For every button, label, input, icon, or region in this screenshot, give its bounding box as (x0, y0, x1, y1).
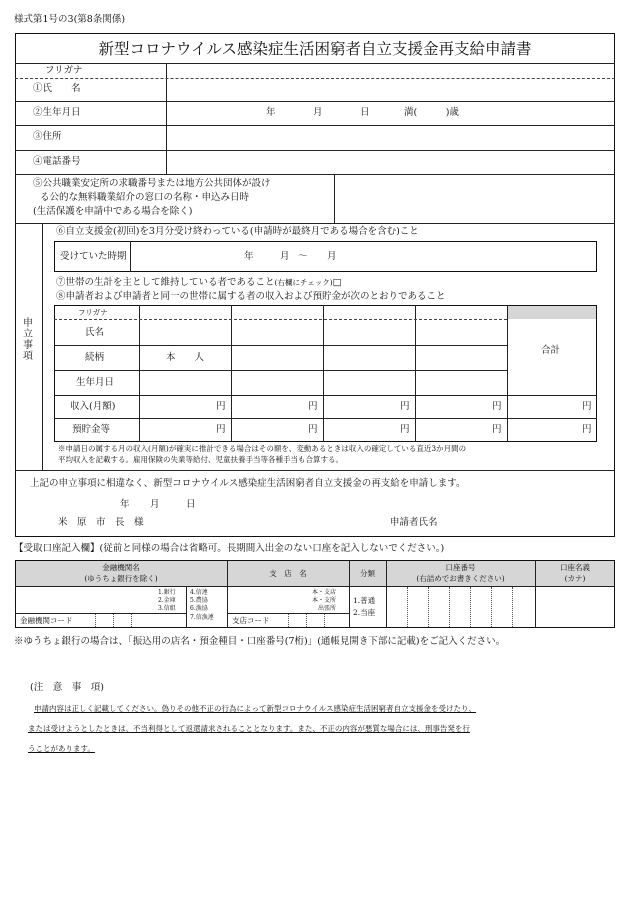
household-note-l1: ※申請日の属する月の収入(月額)が確実に推計できる場合はその額を、変動あるときは収入の確定している直近3か月間の (58, 444, 467, 453)
decl-year-unit: 年 (120, 499, 130, 510)
account-holder-subheader: (カナ) (564, 574, 586, 583)
savings-yen-4: 円 (492, 424, 502, 435)
inst-type-bank: 1.銀行 (158, 589, 176, 596)
household-total-shade (508, 306, 596, 319)
period-month-unit: 月 (280, 251, 290, 262)
hh-total-label: 合計 (541, 345, 561, 356)
job-number-label-l1: ⑤公共職業安定所の求職番号または地方公共団体が設け (33, 178, 271, 189)
address-label: ③住所 (33, 131, 62, 142)
period-month2-unit: 月 (327, 251, 337, 262)
bank-name-subheader: (ゆうちょ銀行を除く) (84, 574, 158, 583)
notes-l1: 申請内容は正しく記載してください。偽りその他不正の行為によって新型コロナウイルス感染症生活困窮者自立支援金を受けたり、 (34, 704, 477, 713)
yucho-note: ※ゆうちょ銀行の場合は、「振込用の店名・預金種目・口座番号(7桁)」(通帳見開き下部に記載)をご記入ください。 (14, 636, 506, 647)
item7-text: ⑦世帯の生計を主として維持している者であること(右欄にチェック)□ (56, 277, 342, 288)
hh-name-field-3[interactable] (324, 320, 414, 344)
notes-l3: うことがあります。 (28, 744, 95, 753)
account-number-field[interactable] (387, 587, 534, 627)
notes-l2: または受けようとしたときは、不当利得として返還請求されることとなります。また、不正の内容が悪質な場合には、刑事告発を行 (28, 724, 470, 733)
declaration-text: 上記の申立事項に相違なく、新型コロナウイルス感染症生活困窮者自立支援金の再支給を申請します。 (30, 478, 466, 489)
job-number-label-l2: る公的な無料職業紹介の窓口の名称・申込み日時 (40, 192, 250, 203)
inst-type-nokyo: 5.農協 (190, 597, 208, 604)
income-yen-3: 円 (400, 401, 410, 412)
birth-year-unit: 年 (266, 107, 276, 118)
birthdate-field[interactable] (167, 102, 614, 124)
bank-name-field[interactable] (16, 587, 150, 613)
name-label: ①氏 名 (33, 83, 81, 94)
income-yen-1: 円 (216, 401, 226, 412)
bank-code-field[interactable] (78, 614, 150, 627)
branch-type-shutchojo: 出張所 (318, 605, 337, 612)
account-holder-field[interactable] (536, 587, 614, 627)
bank-code-label: 金融機関コード (20, 616, 73, 625)
inst-type-kinko: 2.金庫 (158, 597, 176, 604)
income-yen-2: 円 (308, 401, 318, 412)
account-type-futsu[interactable]: 1.普通 (353, 596, 376, 605)
name-field[interactable] (167, 79, 614, 101)
hh-relation-label: 続柄 (85, 352, 105, 363)
savings-yen-3: 円 (400, 424, 410, 435)
branch-type-honshiten: 本・支店 (312, 589, 337, 596)
birthdate-label: ②生年月日 (33, 107, 81, 118)
phone-field[interactable] (167, 151, 614, 173)
inst-type-shinren: 4.信連 (190, 589, 208, 596)
furigana-label: フリガナ (45, 65, 83, 76)
job-number-label-l3: (生活保護を申請中である場合を除く) (33, 206, 193, 217)
hh-name-field-2[interactable] (232, 320, 322, 344)
hh-furigana-label: フリガナ (78, 308, 108, 317)
form-title: 新型コロナウイルス感染症生活困窮者自立支援金再支給申請書 (98, 40, 532, 58)
hh-savings-label: 預貯金等 (72, 424, 111, 435)
inst-type-shinkumi: 3.信組 (158, 605, 176, 612)
hh-birthdate-label: 生年月日 (76, 377, 115, 388)
age-field-label: 満( )歳 (404, 107, 459, 118)
notes-heading: (注 意 事 項) (30, 682, 104, 693)
phone-label: ④電話番号 (33, 156, 81, 167)
decl-day-unit: 日 (186, 499, 196, 510)
side-label-moushitate: 申立事項 (23, 318, 33, 362)
birth-month-unit: 月 (313, 107, 323, 118)
savings-yen-1: 円 (216, 424, 226, 435)
branch-code-label: 支店コード (232, 616, 270, 625)
address-field[interactable] (167, 126, 614, 149)
hh-name-field-4[interactable] (416, 320, 506, 344)
hh-name-label: 氏名 (85, 327, 105, 338)
applicant-name-field[interactable] (450, 512, 600, 532)
bank-name-header: 金融機関名 (102, 563, 140, 572)
branch-name-field[interactable] (228, 587, 308, 613)
inst-type-gyokyo: 6.漁協 (190, 605, 208, 612)
applicant-name-label: 申請者氏名 (390, 517, 438, 528)
birth-day-unit: 日 (360, 107, 370, 118)
period-tilde: 〜 (298, 251, 308, 262)
period-year-unit: 年 (244, 251, 254, 262)
hh-income-label: 収入(月額) (70, 401, 116, 412)
savings-yen-total: 円 (582, 424, 592, 435)
household-note (58, 443, 466, 465)
job-number-field[interactable] (335, 175, 614, 222)
item8-text: ⑧申請者および申請者と同一の世帯に属する者の収入および預貯金が次のとおりであること (56, 291, 446, 302)
received-period-label: 受けていた時期 (60, 251, 127, 262)
hh-name-field-1[interactable] (140, 320, 230, 344)
income-yen-total: 円 (582, 401, 592, 412)
account-type-toza[interactable]: 2.当座 (353, 608, 376, 617)
household-head-checkbox[interactable]: □ (332, 277, 342, 288)
hh-self-relation: 本 人 (166, 352, 205, 363)
household-note-l2: 平均収入を記載する。雇用保険の失業等給付、児童扶養手当等各種手当も合算する。 (58, 455, 343, 464)
form-code: 様式第1号の3(第8条関係) (14, 14, 126, 25)
branch-type-honshisho: 本・支所 (312, 597, 337, 604)
inst-type-shingyoren: 7.信漁連 (190, 614, 214, 621)
account-type-header: 分類 (360, 569, 375, 578)
savings-yen-2: 円 (308, 424, 318, 435)
account-number-header: 口座番号 (445, 563, 476, 572)
account-number-subheader: (右詰めでお書きください) (416, 574, 505, 583)
branch-header: 支 店 名 (269, 569, 307, 578)
received-period-field[interactable] (131, 242, 596, 271)
decl-month-unit: 月 (150, 499, 160, 510)
branch-code-field[interactable] (288, 614, 348, 627)
addressee: 米 原 市 長 様 (58, 517, 144, 528)
account-holder-header: 口座名義 (560, 563, 590, 572)
item6-text: ⑥自立支援金(初回)を3月分受け終わっている(申請時が最終月である場合を含む)こと (56, 226, 419, 237)
bank-section-heading: 【受取口座記入欄】(従前と同様の場合は省略可。長期間入出金のない口座を記入しないでください。) (14, 543, 445, 554)
income-yen-4: 円 (492, 401, 502, 412)
